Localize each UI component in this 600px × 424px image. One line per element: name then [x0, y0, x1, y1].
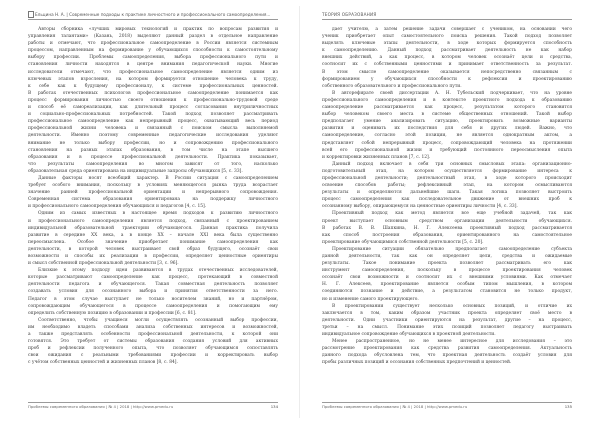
- text-line: соотносит их с собственными ценностями и принимает ответственность за результат.: [322, 62, 572, 68]
- text-line: деятельности. Одни участники ориентируются на результат, другие – на процесс,: [322, 317, 572, 323]
- right-column-text: [322, 26, 572, 394]
- text-line: профессиональной деятельности; деятельностный этап, в ходе которого происходит: [322, 175, 572, 181]
- text-line: с учётом собственных ценностей и жизненных планов [8, с. 84].: [28, 360, 178, 366]
- text-line: процесс самоопределения как последовательное движение от внешних проб к: [322, 197, 572, 203]
- footer-left: [28, 402, 278, 411]
- footer-journal-info: Проблемы современного образования | № 4 | 2018 | http://www.pmedu.ru: [322, 404, 468, 409]
- header-marker-icon: [28, 11, 34, 18]
- text-line: внимание не только выбору профессии, но и сопровождению профессионального: [28, 140, 278, 146]
- text-line: к себе как к будущему профессионалу, к системе профессиональных ценностей.: [28, 83, 278, 89]
- text-line: работы и отмечают, что профессиональное самоопределение в России является системным: [28, 41, 278, 47]
- page-number: 135: [564, 404, 572, 409]
- text-line: заключается в том, каким образом участник проекта определяет своё место в: [322, 310, 572, 316]
- text-line: которые рассматривают самоопределение как процесс, протекающий в совместной: [28, 275, 278, 281]
- text-line: создавать условия для осознанного выбора и принятия ответственности за него.: [28, 289, 278, 295]
- text-line: профессиональное самоопределение как непрерывный процесс, охватывающий весь период: [28, 119, 278, 125]
- page-number: 134: [270, 404, 278, 409]
- text-line: процесс формирования личностью своего отношения к профессионально-трудовой среде: [28, 97, 278, 103]
- text-line: самоопределение, согласно этой позиции, не является однократным актом, а: [322, 133, 572, 139]
- text-line: соединяются познание и действие, а результатом становится не только продукт,: [322, 289, 572, 295]
- right-body-text: [322, 26, 572, 367]
- text-line: Педагог в этом случае выступает не только носителем знаний, но и партнёром,: [28, 296, 278, 302]
- text-line: управления талантами» (Казань, 2018) выделяют данный раздел в отдельное направление: [28, 34, 278, 40]
- text-line: Проективный подход как метод является все еще учебной задачей, так как: [332, 211, 572, 217]
- text-line: данной деятельности, так как он определяет цели, средства и ожидаемые: [322, 254, 572, 259]
- text-line: В работах В. В. Шапкина, Н. Г. Алексеева проективный подход рассматривается: [322, 225, 572, 231]
- footer-journal-info: Проблемы современного образования | № 4 | 2018 | http://www.pmedu.ru: [28, 404, 174, 409]
- text-line: проектирование обучающимися собственной деятельности [5, с. 20].: [322, 239, 484, 245]
- left-body-text: [28, 26, 278, 367]
- text-line: подготовительный этап, на котором осуществляется формирование интереса к: [322, 168, 572, 174]
- text-line: свои ожидания с реальными требованиями профессии и корректировать выбор: [28, 353, 278, 359]
- text-line: исследователи отмечают, что профессиональное самоопределение является одним из: [28, 69, 278, 75]
- text-line: Близкие к этому подходу идеи развиваются в трудах отечественных исследователей,: [38, 268, 278, 274]
- text-line: и способ её самореализации, как длительный процесс согласования внутриличностных: [28, 105, 278, 111]
- text-line: самоопределение рассматривается как процесс, результатом которого становится: [322, 105, 572, 111]
- text-line: а также представлять особенности профессиональной деятельности, к которой они: [28, 332, 278, 338]
- text-line: возможности и способы их реализации в профессии, определяет ценностные ориентиры: [28, 254, 278, 259]
- text-line: что результаты самоопределения во многом зависят от того, насколько: [28, 161, 278, 167]
- running-head-text: Ельцина Н. А. | Современные подходы к практике личностного и профессионального самоопределения...: [35, 12, 271, 17]
- section-title: ТЕОРИЯ ОБРАЗОВАНИЯ: [322, 12, 377, 17]
- running-head-left: [28, 10, 278, 20]
- text-line: внешних действий, а как процесс, в котором человек осознаёт цели и средства,: [322, 55, 572, 61]
- text-line: Современная система образования ориентирована на поддержку личностного: [28, 197, 278, 203]
- text-line: предполагает умение анализировать ситуацию, проектировать возможные варианты: [322, 119, 572, 125]
- text-line: выделять ключевые этапы деятельности, в ходе которых формируется способность: [322, 41, 572, 47]
- text-line: развитие в середине XX века, а в конце XX – начале XXI века была существенно: [28, 232, 278, 238]
- text-line: проект выступает основным средством организации деятельности обучающихся.: [322, 218, 572, 224]
- text-line: ключевых этапов взросления, на котором формируется отношение человека к труду,: [28, 76, 278, 82]
- text-line: и профессионального самоопределения является подход, связанный с проектированием: [28, 218, 278, 224]
- text-line: Проектирование ситуации обязательно предполагает самоопределение субъекта: [332, 246, 572, 252]
- text-line: пробы различных позиций и осознания собственных предпочтений и ценностей.: [322, 360, 512, 366]
- text-line: индивидуальной образовательной траектории обучающегося. Данная практика получила: [28, 225, 278, 231]
- text-line: Авторы сборника «лучших мировых технологий и практик по вопросам развития и: [38, 27, 278, 32]
- text-line: становления на разных этапах образования, в том числе на этапе высшего: [28, 147, 278, 153]
- text-line: В проектировании существует несколько основных позиций, и отличие их: [332, 303, 572, 309]
- text-line: становления личности находятся в центре внимания педагогической науки. Многие: [28, 62, 278, 68]
- text-line: результаты. Такое понимание проекта позволяет рассматривать его как: [322, 261, 572, 267]
- text-line: собственного образовательного и профессионального пути.: [322, 83, 462, 89]
- text-line: требует особого внимания, поскольку в условиях меняющегося рынка труда возрастает: [28, 183, 278, 189]
- text-line: профессиональной жизни человека и связанный с поиском смысла выполняемой: [28, 126, 278, 132]
- text-line: деятельности. Именно поэтому современные педагогические исследования уделяют: [28, 133, 278, 139]
- text-line: и корректировки жизненных планов [7, с. 12].: [322, 154, 431, 160]
- text-line: дает учителю, а затем решение задачи совершает с учеником, на основании чего: [332, 27, 572, 32]
- text-line: сопровождающим обучающегося в процессе самоопределения и помогающим ему: [28, 303, 278, 309]
- text-line: процессом, направленным на формирование у обучающихся способности к самостоятельному: [28, 48, 278, 54]
- text-line: и смысл собственной профессиональной деятельности [3, с. 96].: [28, 261, 179, 267]
- text-line: как способ построения образования, ориентированного на самостоятельное: [322, 232, 572, 238]
- text-line: развития и оценивать их последствия для себя и других людей. Важно, что: [322, 126, 572, 132]
- text-line: В авторефирате своей диссертации А. Н. Тубельский подчеркивает, что на уровне: [332, 90, 572, 96]
- text-line: к самоопределению. Данный подход рассматривает деятельность не как набор: [322, 48, 572, 54]
- text-line: деятельности, в которой человек выстраивает свой образ будущего, осознаёт свои: [28, 246, 278, 252]
- text-line: В работах отечественных психологов профессиональное самоопределение понимается как: [28, 90, 278, 96]
- text-line: освоение способов работы; рефлексивный этап, на котором осмысливаются: [322, 183, 572, 189]
- text-line: Менее распространенное, но не менее интересное для исследования – это: [332, 339, 572, 345]
- text-line: Данный подход включает в себя три основных смысловых этапа: организационно-: [332, 161, 572, 167]
- text-line: всей его профессиональной жизни и требующий постоянного переосмысления опыта: [322, 147, 572, 153]
- text-line: переосмыслена. Особое значение приобретает понимание самоопределения как: [28, 239, 278, 245]
- text-line: выбору профессии. Проблемы самоопределения, выбора профессионального пути и: [28, 55, 278, 61]
- footer-right: [322, 402, 572, 411]
- text-line: формированием у обучающихся способности к рефлексии и проектированию: [322, 76, 572, 82]
- text-line: проб и рефлексии полученного опыта, что позволяет обучающимся сопоставлять: [28, 346, 278, 352]
- text-line: деятельности педагога и обучающегося. Такая совместная деятельность позволяет: [28, 282, 278, 288]
- left-column-text: [28, 26, 278, 394]
- text-line: осознаёт свои возможности и соотносит их с внешними условиями. Как отмечает: [322, 275, 572, 281]
- text-line: осознанному выбору, опирающемуся на ценностные ориентиры личности [4, с. 33].: [322, 204, 518, 210]
- text-line: Одним из самых известных в настоящее время подходов к развитию личностного: [38, 211, 278, 217]
- text-line: результаты и определяются дальнейшие шаги. Такая логика позволяет выстроить: [322, 190, 572, 196]
- text-line: образовательная среда ориентирована на индивидуальные запросы обучающихся [5, с. 33].: [28, 168, 243, 174]
- running-head-right: [322, 10, 572, 20]
- text-line: Н. Г. Алексеев, проектирование является особым типом мышления, в котором: [322, 282, 572, 288]
- text-line: значение ранней профессиональной ориентации и непрерывного сопровождения.: [28, 190, 278, 196]
- text-line: третьи – на смысл. Понимание этих позиций позволяет педагогу выстраивать: [322, 324, 572, 330]
- text-line: ученик приобретает опыт самостоятельного поиска решения. Такой подход позволяет: [322, 34, 572, 40]
- text-line: рассмотрение проектирования как средства развития самоопределения. Актуальность: [322, 346, 572, 352]
- right-page: [300, 0, 600, 424]
- text-line: готовятся. Это требует от системы образования создания условий для активных: [28, 339, 278, 345]
- text-line: инструмент самоопределения, поскольку в процессе проектирования человек: [322, 268, 572, 274]
- text-line: и профессионального самоопределения обучающихся и педагогов [4, с. 15].: [28, 204, 207, 210]
- text-line: Соответственно, чтобы учащиеся могли осуществлять осознанный выбор профессии,: [38, 317, 278, 323]
- text-line: но и изменение самого проектирующего.: [322, 296, 419, 302]
- text-line: В этом смысле самоопределение оказывается непосредственно связанным с: [322, 69, 572, 75]
- text-line: Данные факторы носят всеобщий характер. В России ситуация с самоопределением: [38, 175, 278, 181]
- text-line: им необходимо владеть способами анализа собственных интересов и возможностей,: [28, 324, 278, 330]
- text-line: и социально-профессиональных потребностей. Такой подход позволяет рассматривать: [28, 112, 278, 118]
- text-line: профессионального самоопределения и в контексте проектного подхода к образованию: [322, 97, 572, 103]
- text-line: данного подхода обусловлена тем, что проектная деятельность создаёт условия для: [322, 353, 572, 359]
- text-line: выбор человеком своего места в системе общественных отношений. Такой выбор: [322, 112, 572, 118]
- text-line: индивидуальное сопровождение обучающихся в проектной деятельности.: [322, 332, 496, 338]
- text-line: представляет собой непрерывный процесс, сопровождающий человека на протяжении: [322, 140, 572, 146]
- text-line: образования и в процессе профессиональной деятельности. Практика показывает,: [28, 154, 278, 160]
- text-line: определить собственную позицию в образовании и профессии [6, с. 81].: [28, 310, 197, 316]
